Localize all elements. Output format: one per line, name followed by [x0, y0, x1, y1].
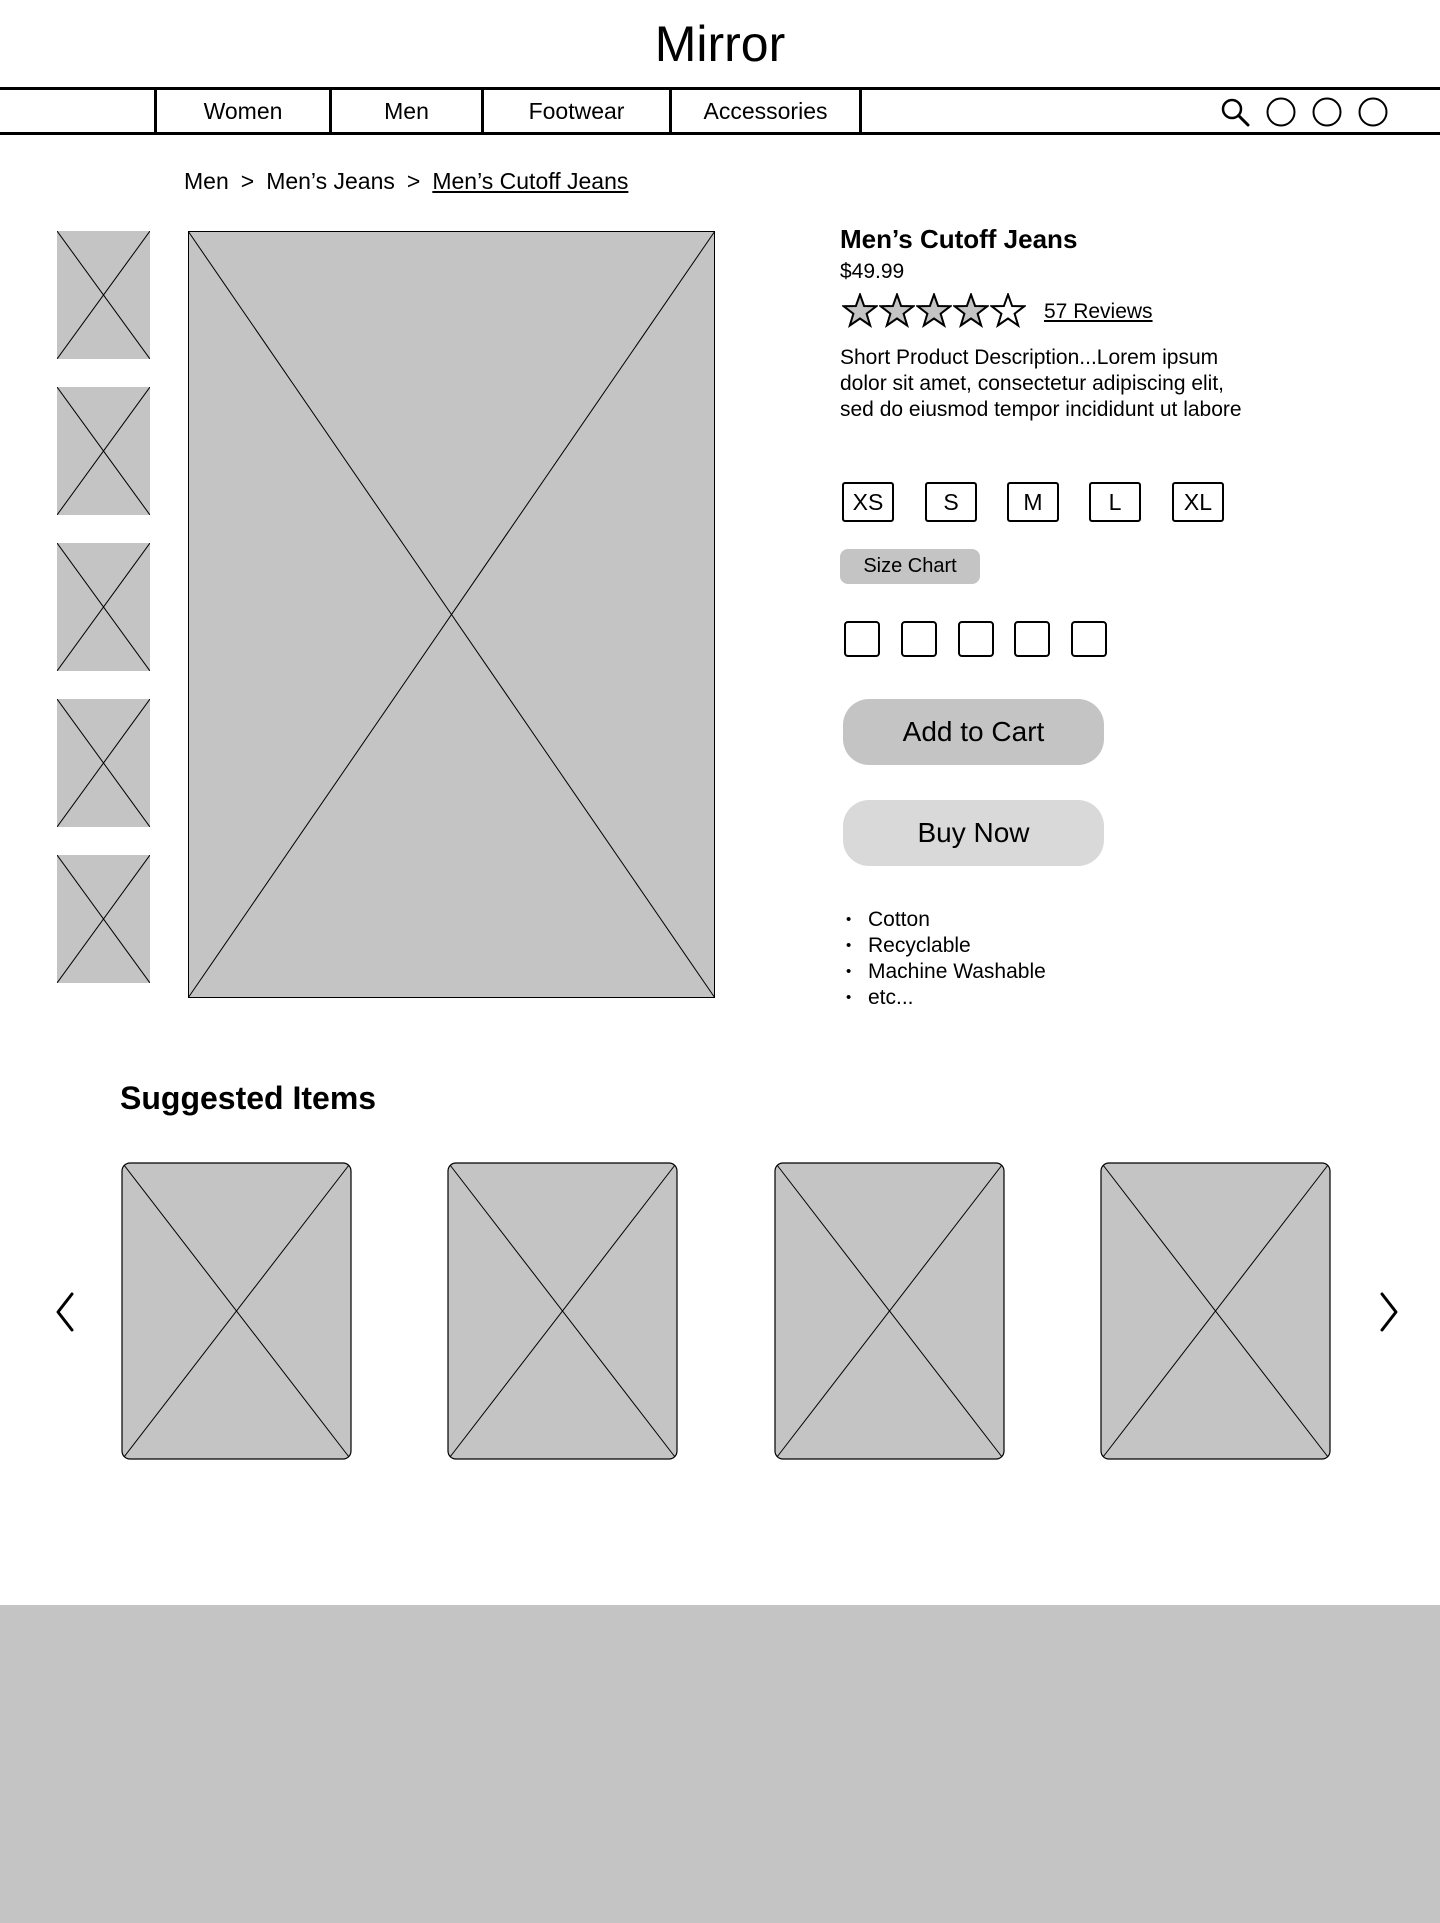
chevron-left-icon[interactable] — [50, 1290, 80, 1334]
cart-circle-icon[interactable] — [1358, 97, 1388, 127]
nav-item-women[interactable]: Women — [154, 90, 332, 132]
product-description: Short Product Description...Lorem ipsum dolor sit amet, consectetur adipiscing elit, sed do eiusmod tempor incididunt ut labore — [840, 346, 1242, 421]
color-swatch[interactable] — [901, 621, 937, 657]
breadcrumb — [184, 166, 628, 196]
main-nav — [0, 87, 1440, 135]
product-title: Men’s Cutoff Jeans — [840, 224, 1078, 254]
product-thumbnail[interactable] — [57, 699, 150, 827]
color-swatch[interactable] — [1071, 621, 1107, 657]
chevron-right-icon[interactable] — [1374, 1290, 1404, 1334]
color-swatch[interactable] — [958, 621, 994, 657]
star-icon[interactable] — [916, 293, 952, 329]
breadcrumb-current-page[interactable]: Men’s Cutoff Jeans — [432, 168, 629, 194]
star-icon[interactable] — [990, 293, 1026, 329]
suggested-item-card[interactable] — [121, 1162, 352, 1460]
add-to-cart-button[interactable]: Add to Cart — [843, 699, 1104, 765]
breadcrumb-men[interactable]: Men — [184, 168, 229, 194]
color-swatch[interactable] — [1014, 621, 1050, 657]
size-button-m[interactable]: M — [1007, 482, 1059, 522]
reviews-link[interactable]: 57 Reviews — [1044, 300, 1153, 323]
wishlist-circle-icon[interactable] — [1312, 97, 1342, 127]
product-features-list — [846, 907, 1046, 1011]
color-swatch[interactable] — [844, 621, 880, 657]
nav-item-footwear[interactable]: Footwear — [484, 90, 672, 132]
product-thumbnail[interactable] — [57, 387, 150, 515]
size-button-xl[interactable]: XL — [1172, 482, 1224, 522]
star-icon[interactable] — [842, 293, 878, 329]
suggested-items-title: Suggested Items — [120, 1080, 377, 1116]
product-price: $49.99 — [840, 260, 905, 283]
size-chart-button[interactable]: Size Chart — [840, 549, 980, 584]
feature-item: • Machine Washable — [846, 959, 1046, 985]
footer — [0, 1605, 1440, 1923]
buy-now-button[interactable]: Buy Now — [843, 800, 1104, 866]
rating-row — [840, 291, 1280, 333]
product-thumbnail[interactable] — [57, 855, 150, 983]
nav-icon-group — [1220, 97, 1388, 127]
suggested-item-card[interactable] — [1100, 1162, 1331, 1460]
size-button-xs[interactable]: XS — [842, 482, 894, 522]
nav-item-men[interactable]: Men — [332, 90, 484, 132]
product-thumbnail[interactable] — [57, 543, 150, 671]
account-circle-icon[interactable] — [1266, 97, 1296, 127]
suggested-item-card[interactable] — [447, 1162, 678, 1460]
breadcrumb-mens-jeans[interactable]: Men’s Jeans — [266, 168, 395, 194]
product-info-panel — [840, 222, 1280, 423]
feature-item: • etc... — [846, 985, 1046, 1011]
suggested-item-card[interactable] — [774, 1162, 1005, 1460]
feature-item: • Recyclable — [846, 933, 1046, 959]
nav-item-accessories[interactable]: Accessories — [672, 90, 862, 132]
product-thumbnail[interactable] — [57, 231, 150, 359]
site-logo[interactable]: Mirror — [654, 16, 786, 72]
search-icon[interactable] — [1220, 97, 1250, 127]
star-rating — [842, 293, 1026, 329]
size-button-s[interactable]: S — [925, 482, 977, 522]
star-icon[interactable] — [953, 293, 989, 329]
size-button-l[interactable]: L — [1089, 482, 1141, 522]
product-main-image[interactable] — [188, 231, 715, 998]
star-icon[interactable] — [879, 293, 915, 329]
breadcrumb-separator: > — [240, 168, 255, 194]
feature-item: • Cotton — [846, 907, 1046, 933]
breadcrumb-separator: > — [406, 168, 421, 194]
